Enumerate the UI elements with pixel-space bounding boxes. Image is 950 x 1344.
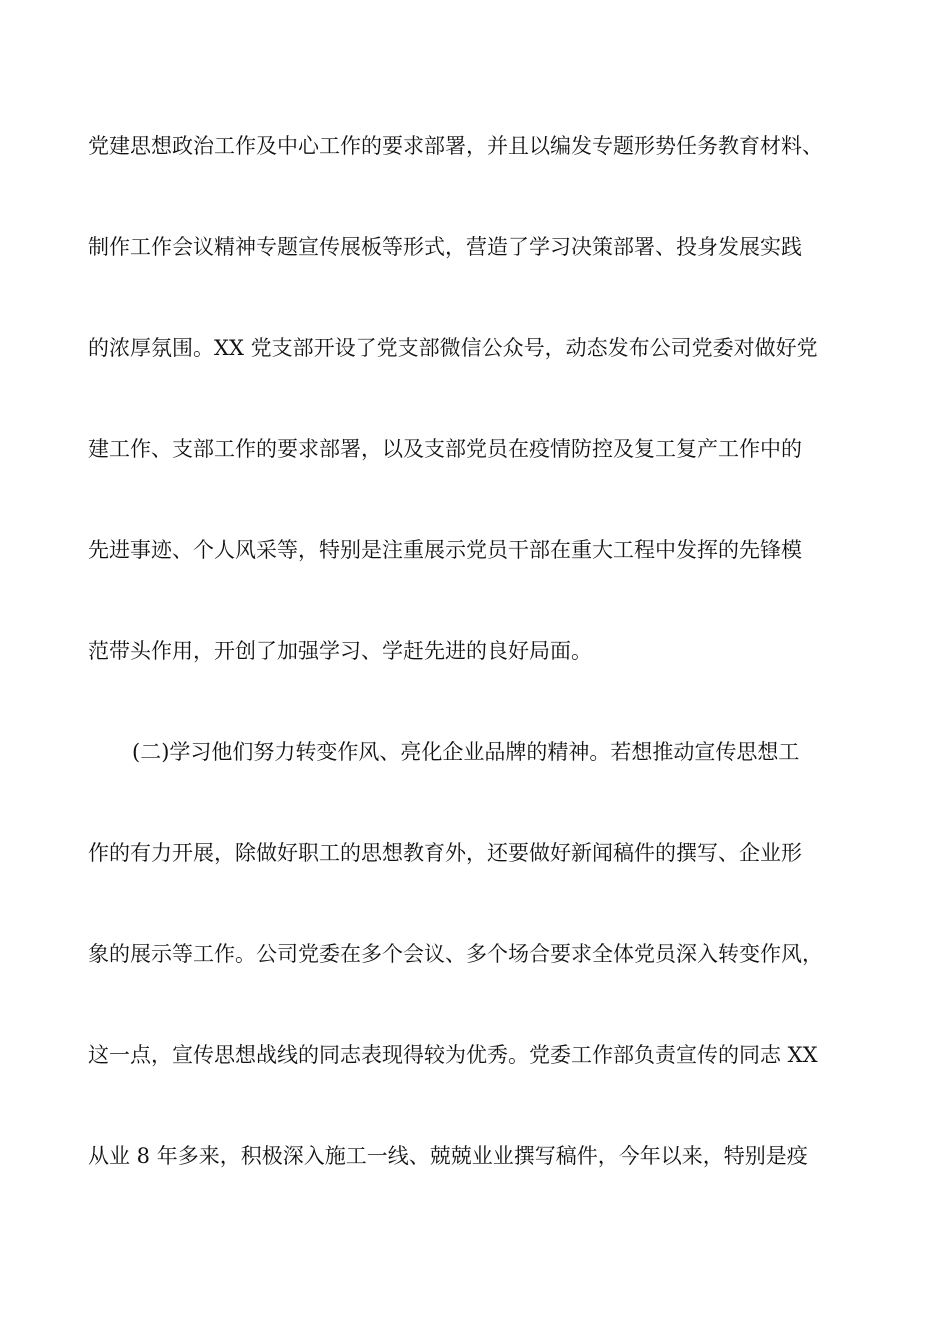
text-line: 党建思想政治工作及中心工作的要求部署，并且以编发专题形势任务教育材料、 <box>88 134 823 158</box>
document-body <box>88 126 868 1237</box>
text-line: 制作工作会议精神专题宣传展板等形式，营造了学习决策部署、投身发展实践 <box>88 235 802 259</box>
text-line: 建工作、支部工作的要求部署，以及支部党员在疫情防控及复工复产工作中的 <box>88 437 802 461</box>
text-line: 象的展示等工作。公司党委在多个会议、多个场合要求全体党员深入转变作风， <box>88 942 823 966</box>
text-line: 先进事迹、个人风采等，特别是注重展示党员干部在重大工程中发挥的先锋模 <box>88 538 802 562</box>
text-line: 范带头作用，开创了加强学习、学赶先进的良好局面。 <box>88 639 592 663</box>
text-line: 的浓厚氛围。XX 党支部开设了党支部微信公众号，动态发布公司党委对做好党 <box>88 336 818 360</box>
text-line: 从业 8 年多来，积极深入施工一线、兢兢业业撰写稿件，今年以来，特别是疫 <box>88 1144 808 1168</box>
text-line: 作的有力开展，除做好职工的思想教育外，还要做好新闻稿件的撰写、企业形 <box>88 841 802 865</box>
text-line: 这一点，宣传思想战线的同志表现得较为优秀。党委工作部负责宣传的同志 XX <box>88 1043 818 1067</box>
section-heading-line: (二)学习他们努力转变作风、亮化企业品牌的精神。若想推动宣传思想工 <box>132 740 800 764</box>
